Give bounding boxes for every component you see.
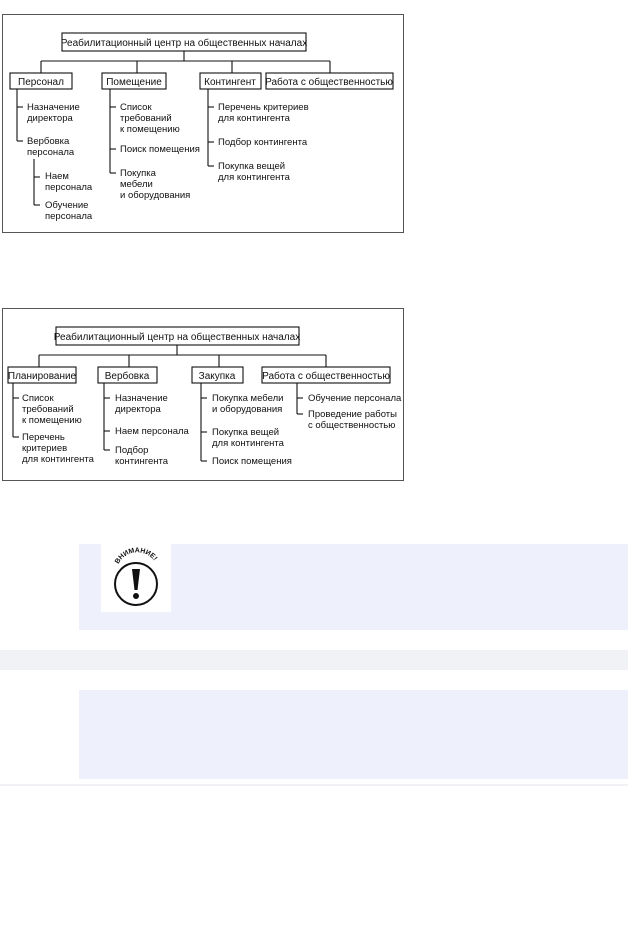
org-chart-1 [2, 14, 404, 233]
premises-item-2: Поиск помещения [120, 144, 200, 155]
branch-contingent: Контингент [204, 77, 256, 88]
attention-stamp-text: ВНИМАНИЕ! [114, 547, 159, 566]
personnel-sub-item-1: Наем персонала [45, 171, 93, 193]
contingent-item-1: Перечень критериев для контингента [218, 102, 309, 124]
purchasing-item-3: Поиск помещения [212, 456, 292, 467]
public-item-2: Проведение работы с общественностью [308, 409, 397, 431]
public-item-1: Обучение персонала [308, 393, 402, 404]
recruiting-item-2: Наем персонала [115, 426, 189, 437]
org-chart-2-svg [3, 309, 403, 480]
branch-public: Работа с общественностью [265, 77, 393, 88]
premises-item-3: Покупка мебели и оборудования [120, 168, 191, 201]
attention-icon [101, 544, 171, 612]
recruiting-item-1: Назначение директора [115, 393, 168, 415]
recruiting-item-3: Подбор контингента [115, 445, 169, 467]
personnel-item-2: Вербовка персонала [27, 136, 75, 158]
bottom-divider [0, 784, 628, 786]
contingent-item-2: Подбор контингента [218, 137, 308, 148]
root-label-2: Реабилитационный центр на общественных началах [53, 332, 301, 343]
contingent-item-3: Покупка вещей для контингента [218, 161, 290, 183]
notice-box [79, 544, 628, 630]
branch-public-2: Работа с общественностью [262, 371, 390, 382]
branch-personnel: Персонал [18, 77, 64, 88]
note-box [79, 690, 628, 779]
attention-icon-svg [101, 544, 171, 612]
branch-planning: Планирование [7, 371, 77, 382]
purchasing-item-1: Покупка мебели и оборудования [212, 393, 284, 415]
root-label: Реабилитационный центр на общественных началах [60, 38, 308, 49]
personnel-item-1: Назначение директора [27, 102, 80, 124]
branch-purchasing: Закупка [198, 371, 236, 382]
personnel-sub-item-2: Обучение персонала [45, 200, 93, 222]
planning-item-2: Перечень критериев для контингента [22, 432, 94, 465]
branch-premises: Помещение [106, 77, 162, 88]
section-divider [0, 650, 628, 670]
branch-recruiting: Вербовка [104, 371, 150, 382]
planning-item-1: Список требований к помещению [22, 393, 82, 426]
org-chart-1-svg [3, 15, 403, 232]
org-chart-2 [2, 308, 404, 481]
premises-item-1: Список требований к помещению [120, 102, 180, 135]
purchasing-item-2: Покупка вещей для контингента [212, 427, 284, 449]
